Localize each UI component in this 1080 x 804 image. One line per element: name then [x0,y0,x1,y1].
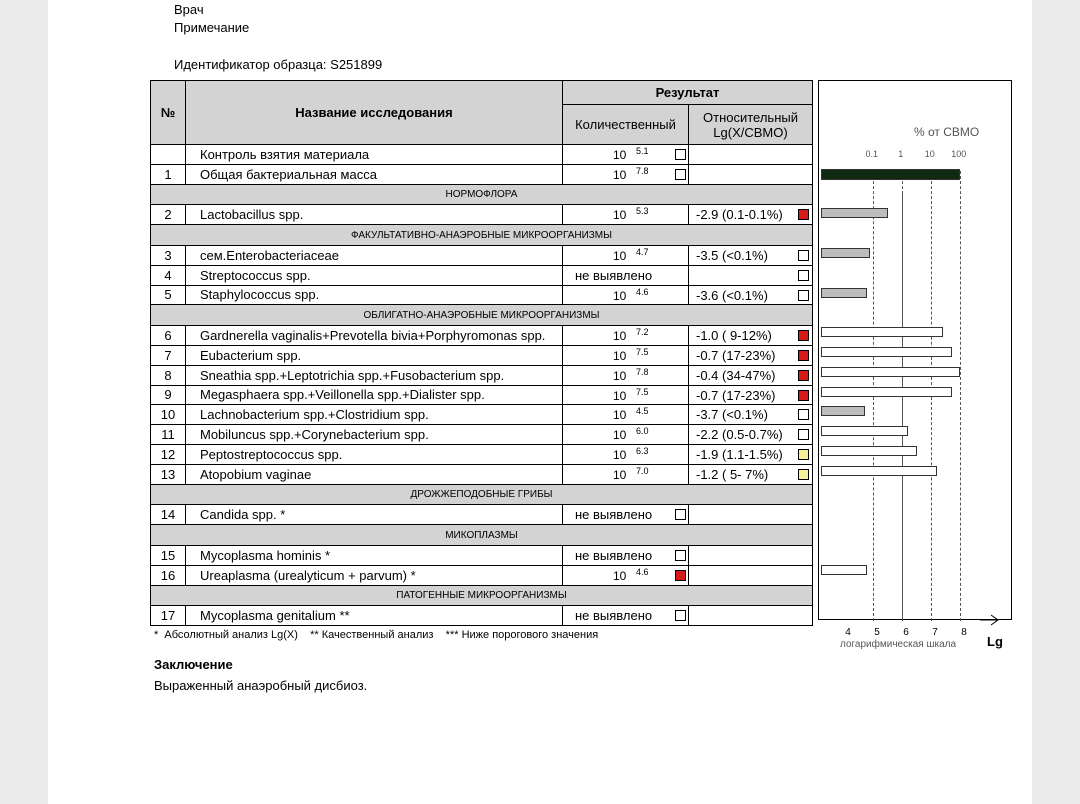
section-label: ПАТОГЕННЫЕ МИКРООРГАНИЗМЫ [151,585,813,606]
row-number: 1 [151,164,186,184]
pct-tick-label: 100 [951,149,967,159]
quantitative-cell [563,464,689,484]
status-indicator-icon [798,429,809,440]
table-row [151,285,813,305]
quantity-exponent: 7.8 [636,165,649,176]
col-no-header: № [151,81,186,145]
quantity-exponent: 4.5 [636,406,649,417]
row-number: 2 [151,205,186,225]
section-row [151,184,813,205]
test-name: Candida spp. * [186,505,563,525]
relative-value: -2.9 (0.1-0.1%) [696,207,783,223]
relative-cell [689,265,813,285]
status-indicator-icon [675,550,686,561]
relative-value: -0.7 (17-23%) [696,347,776,363]
relative-value: -3.5 (<0.1%) [696,247,768,263]
table-row [151,405,813,425]
chart-bar [821,169,960,180]
table-row [151,145,813,165]
chart-bar [821,565,867,575]
conclusion-title: Заключение [154,657,233,672]
status-indicator-icon [798,330,809,341]
status-indicator-icon [675,610,686,621]
quantity-base: 10 [613,388,627,403]
relative-cell [689,326,813,346]
relative-cell [689,606,813,626]
section-label: ФАКУЛЬТАТИВНО-АНАЭРОБНЫЕ МИКРООРГАНИЗМЫ [151,225,813,246]
chart-bar [821,387,952,397]
section-row [151,305,813,326]
row-number [151,145,186,165]
table-row [151,464,813,484]
row-number: 12 [151,444,186,464]
quantitative-cell [563,345,689,365]
chart-bar [821,367,960,377]
quantitative-cell [563,606,689,626]
x-axis-label: Lg [987,634,1003,649]
quantitative-cell [563,444,689,464]
relative-value: -1.2 ( 5- 7%) [696,466,769,482]
quantity-base: 10 [613,167,627,182]
status-indicator-icon [675,509,686,520]
quantity-exponent: 5.1 [636,146,649,156]
row-number: 7 [151,345,186,365]
doctor-label: Врач [174,2,204,17]
quantity-exponent: 7.5 [636,346,649,357]
relative-value: -3.6 (<0.1%) [696,287,768,303]
row-number: 15 [151,545,186,565]
test-name: Megasphaera spp.+Veillonella spp.+Dialister spp. [186,385,563,405]
table-row [151,505,813,525]
pct-tick-label: 0.1 [865,149,879,159]
quantity-base: 10 [613,568,627,583]
test-name: Peptostreptococcus spp. [186,444,563,464]
test-name: Staphylococcus spp. [186,285,563,305]
table-row [151,444,813,464]
results-table [150,80,813,626]
status-indicator-icon [798,449,809,460]
relative-cell [689,565,813,585]
relative-cell [689,464,813,484]
relative-cell [689,385,813,405]
quantitative-cell [563,385,689,405]
quantitative-cell [563,365,689,385]
relative-value: -3.7 (<0.1%) [696,407,768,423]
relative-cell [689,405,813,425]
x-tick-label: 7 [932,627,938,638]
status-indicator-icon [798,290,809,301]
pct-tick-label: 1 [898,149,904,159]
status-indicator-icon [675,149,686,160]
test-name: Общая бактериальная масса [186,164,563,184]
status-indicator-icon [798,469,809,480]
quantity-base: 10 [613,368,627,383]
quantity-exponent: 7.5 [636,386,649,397]
test-name: сем.Enterobacteriaceae [186,245,563,265]
section-row [151,585,813,606]
chart-bar [821,446,917,456]
status-indicator-icon [798,390,809,401]
quantity-base: 10 [613,288,627,303]
test-name: Lachnobacterium spp.+Clostridium spp. [186,405,563,425]
quantity-base: 10 [613,248,627,263]
relative-cell [689,145,813,165]
row-number: 13 [151,464,186,484]
quantitative-cell [563,285,689,305]
quantity-exponent: 7.2 [636,327,649,338]
status-indicator-icon [798,350,809,361]
quantity-exponent: 7.0 [636,465,649,476]
table-row [151,606,813,626]
chart-bar [821,406,865,416]
quantitative-cell [563,425,689,445]
not-detected-text: не выявлено [575,608,653,624]
row-number: 9 [151,385,186,405]
table-row [151,265,813,285]
quantitative-cell [563,265,689,285]
table-row [151,385,813,405]
table-row [151,345,813,365]
row-number: 16 [151,565,186,585]
conclusion-text: Выраженный анаэробный дисбиоз. [154,678,368,693]
x-tick-label: 5 [874,627,880,638]
relative-value: -1.0 ( 9-12%) [696,328,772,344]
x-axis-caption: логарифмическая шкала [840,639,957,650]
chart-bar [821,288,867,298]
row-number: 6 [151,326,186,346]
not-detected-text: не выявлено [575,507,653,523]
quantitative-cell [563,145,689,165]
quantity-base: 10 [613,348,627,363]
quantitative-cell [563,545,689,565]
note-label: Примечание [174,20,250,35]
row-number: 17 [151,606,186,626]
test-name: Atopobium vaginae [186,464,563,484]
test-name: Mycoplasma genitalium ** [186,606,563,626]
quantity-base: 10 [613,208,627,223]
row-number: 10 [151,405,186,425]
relative-cell [689,245,813,265]
relative-value: -0.4 (34-47%) [696,367,776,383]
section-label: ОБЛИГАТНО-АНАЭРОБНЫЕ МИКРООРГАНИЗМЫ [151,305,813,326]
chart-bar [821,208,888,218]
quantity-exponent: 7.8 [636,366,649,377]
quantity-base: 10 [613,467,627,482]
grid-line [960,171,961,621]
chart-bar [821,248,870,258]
table-row [151,205,813,225]
quantity-base: 10 [613,329,627,344]
relative-cell [689,365,813,385]
relative-cell [689,285,813,305]
sample-id: Идентификатор образца: S251899 [174,57,383,72]
table-row [151,545,813,565]
status-indicator-icon [798,409,809,420]
status-indicator-icon [798,209,809,220]
test-name: Ureaplasma (urealyticum + parvum) * [186,565,563,585]
quantity-exponent: 4.6 [636,566,649,577]
test-name: Streptococcus spp. [186,265,563,285]
status-indicator-icon [675,169,686,180]
table-row [151,565,813,585]
row-number: 11 [151,425,186,445]
test-name: Lactobacillus spp. [186,205,563,225]
chart-bar [821,327,943,337]
row-number: 3 [151,245,186,265]
row-number: 5 [151,285,186,305]
quantity-base: 10 [613,148,627,162]
section-row [151,525,813,546]
section-label: НОРМОФЛОРА [151,184,813,205]
quantity-exponent: 4.6 [636,286,649,297]
relative-cell [689,444,813,464]
not-detected-text: не выявлено [575,267,653,283]
relative-cell [689,345,813,365]
x-tick-label: 6 [903,627,909,638]
status-indicator-icon [798,370,809,381]
row-number: 14 [151,505,186,525]
relative-cell [689,205,813,225]
relative-cell [689,545,813,565]
x-tick-label: 4 [845,627,851,638]
col-result-header: Результат [563,81,813,105]
quantity-exponent: 5.3 [636,206,649,217]
not-detected-text: не выявлено [575,547,653,563]
table-row [151,164,813,184]
quantitative-cell [563,505,689,525]
quantitative-cell [563,565,689,585]
relative-cell [689,505,813,525]
table-row [151,245,813,265]
quantity-base: 10 [613,428,627,443]
reference-line [902,191,903,621]
status-indicator-icon [798,250,809,261]
quantitative-cell [563,164,689,184]
quantitative-cell [563,326,689,346]
x-tick-label: 8 [961,627,967,638]
section-label: ДРОЖЖЕПОДОБНЫЕ ГРИБЫ [151,484,813,505]
test-name: Gardnerella vaginalis+Prevotella bivia+Porphyromonas spp. [186,326,563,346]
results-body [151,145,813,626]
chart-bar [821,426,908,436]
pct-label: % от СВМО [914,125,980,139]
quantity-base: 10 [613,408,627,423]
table-row [151,326,813,346]
pct-tick-label: 10 [924,149,935,159]
relative-value: -2.2 (0.5-0.7%) [696,427,783,443]
chart-bar [821,347,952,357]
section-row [151,484,813,505]
status-indicator-icon [675,570,686,581]
col-quantitative-header: Количественный [563,105,689,145]
x-axis-arrow-icon [980,612,1000,628]
col-relative-header: Относительный Lg(X/СВМО) [689,105,813,145]
table-row [151,425,813,445]
row-number: 8 [151,365,186,385]
test-name: Mycoplasma hominis * [186,545,563,565]
status-indicator-icon [798,270,809,281]
col-name-header: Название исследования [186,81,563,145]
table-row [151,365,813,385]
relative-cell [689,164,813,184]
relative-cell [689,425,813,445]
quantitative-cell [563,245,689,265]
test-name: Mobiluncus spp.+Corynebacterium spp. [186,425,563,445]
quantity-base: 10 [613,447,627,462]
test-name: Sneathia spp.+Leptotrichia spp.+Fusobacterium spp. [186,365,563,385]
relative-value: -0.7 (17-23%) [696,387,776,403]
quantity-exponent: 4.7 [636,246,649,257]
quantitative-cell [563,405,689,425]
test-name: Контроль взятия материала [186,145,563,165]
log-scale-chart [818,80,1012,620]
quantity-exponent: 6.0 [636,426,649,437]
relative-value: -1.9 (1.1-1.5%) [696,446,783,462]
chart-bar [821,466,937,476]
test-name: Eubacterium spp. [186,345,563,365]
row-number: 4 [151,265,186,285]
section-label: МИКОПЛАЗМЫ [151,525,813,546]
quantity-exponent: 6.3 [636,445,649,456]
section-row [151,225,813,246]
footnote: * Абсолютный анализ Lg(X) ** Качественный анализ *** Ниже порогового значения [154,629,599,641]
quantitative-cell [563,205,689,225]
